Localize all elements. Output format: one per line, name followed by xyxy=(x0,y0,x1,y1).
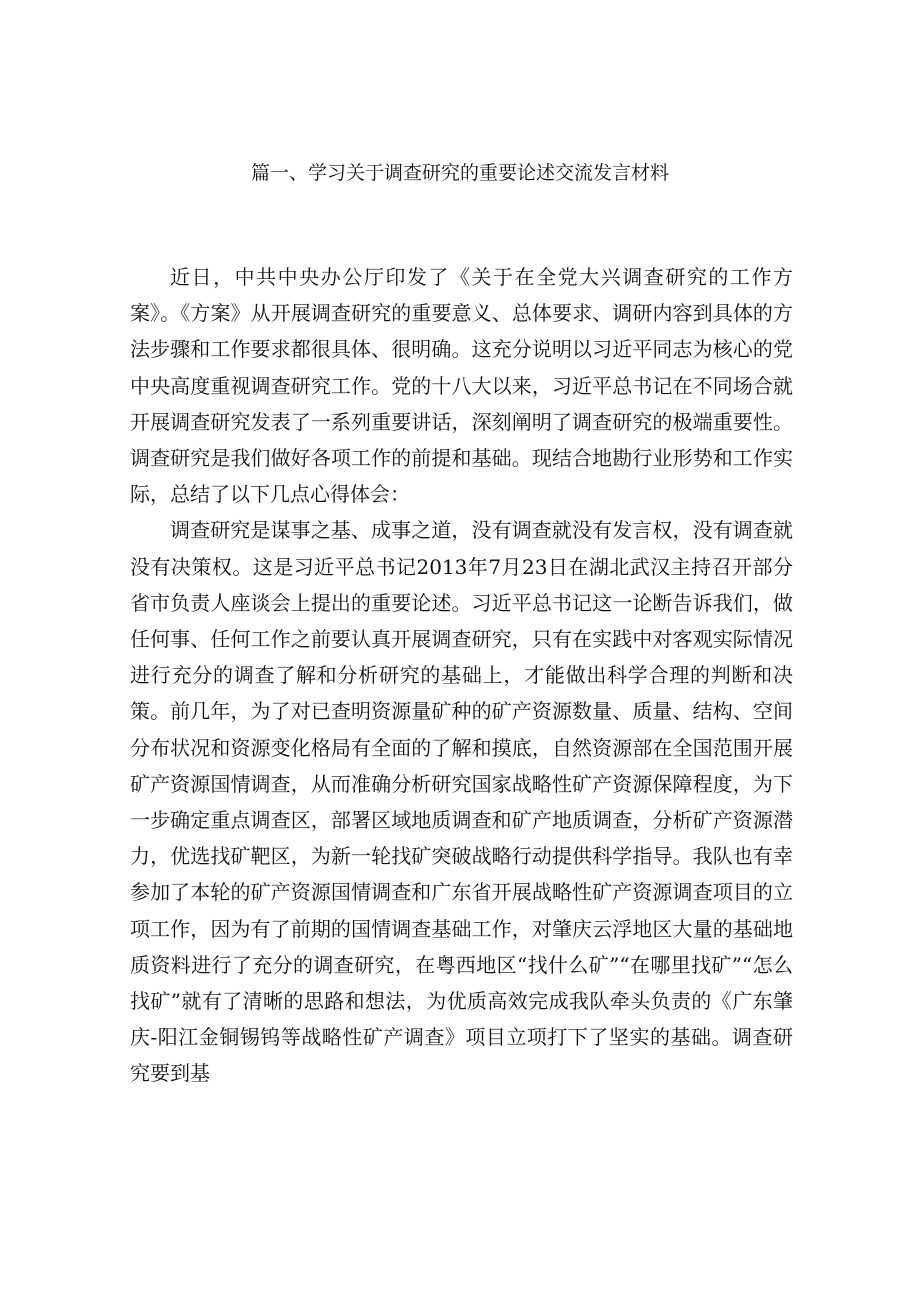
document-title: 篇一、学习关于调查研究的重要论述交流发言材料 xyxy=(250,162,669,184)
paragraph: 近日，中共中央办公厅印发了《关于在全党大兴调查研究的工作方案》。《方案》从开展调查研究的重要意义、总体要求、调研内容到具体的方法步骤和工作要求都很具体、很明确。这充分说明以习近平同志为核心的党中央高度重视调查研究工作。党的十八大以来，习近平总书记在不同场合就开展调查研究发表了一系列重要讲话，深刻阐明了调查研究的极端重要性。调查研究是我们做好各项工作的前提和基础。现结合地勘行业形势和工作实际，总结了以下几点心得体会： xyxy=(130,265,793,507)
document-body xyxy=(130,259,793,1092)
paragraph: 调查研究是谋事之基、成事之道，没有调查就没有发言权，没有调查就没有决策权。这是习近平总书记2013年7月23日在湖北武汉主持召开部分省市负责人座谈会上提出的重要论述。习近平总书记这一论断告诉我们，做任何事、任何工作之前要认真开展调查研究，只有在实践中对客观实际情况进行充分的调查了解和分析研究的基础上，才能做出科学合理的判断和决策。前几年，为了对已查明资源量矿种的矿产资源数量、质量、结构、空间分布状况和资源变化格局有全面的了解和摸底，自然资源部在全国范围开展矿产资源国情调查，从而准确分析研究国家战略性矿产资源保障程度，为下一步确定重点调查区，部署区域地质调查和矿产地质调查，分析矿产资源潜力，优选找矿靶区，为新一轮找矿突破战略行动提供科学指导。我队也有幸参加了本轮的矿产资源国情调查和广东省开展战略性矿产资源调查项目的立项工作，因为有了前期的国情调查基础工作，对肇庆云浮地区大量的基础地质资料进行了充分的调查研究，在粤西地区“找什么矿”“在哪里找矿”“怎么找矿”就有了清晰的思路和想法，为优质高效完成我队牵头负责的《广东肇庆-阳江金铜锡钨等战略性矿产调查》项目立项打下了坚实的基础。调查研究要到基 xyxy=(130,518,793,1086)
